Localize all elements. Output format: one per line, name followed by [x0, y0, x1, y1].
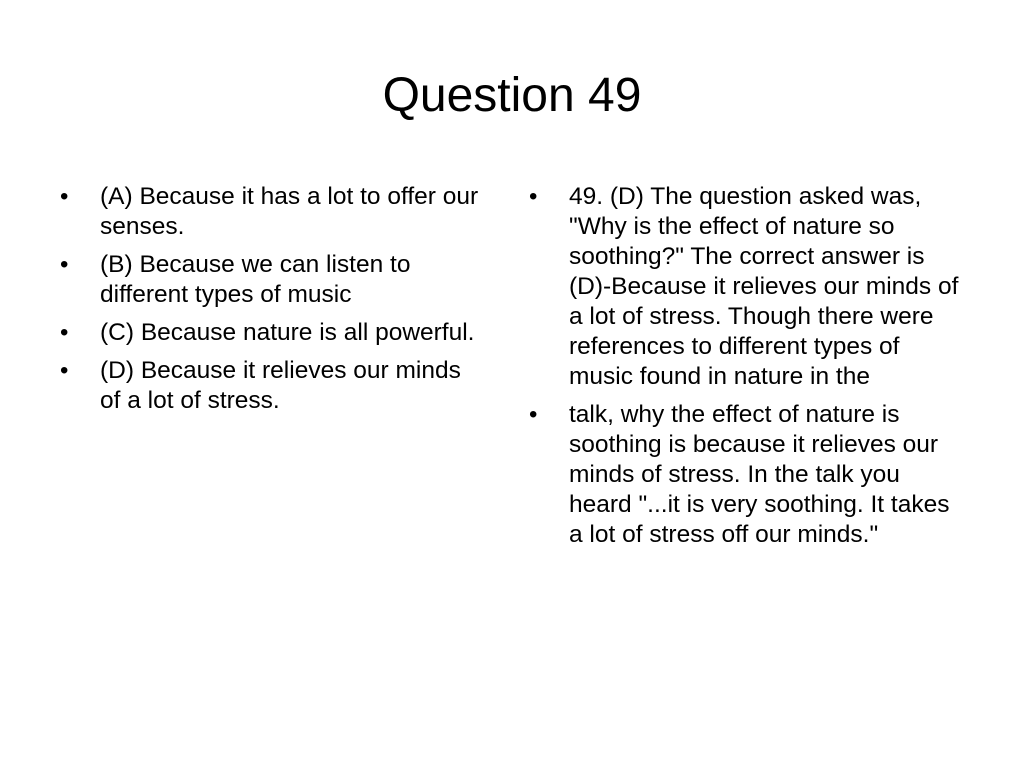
answer-option-text: (D) Because it relieves our minds of a lot of stress.: [100, 357, 461, 414]
bullet-icon: •: [529, 401, 538, 428]
slide-title: Question 49: [382, 69, 642, 122]
answer-options-list: [58, 182, 488, 424]
answer-option-a: [58, 182, 488, 242]
answer-option-text: (C) Because nature is all powerful.: [100, 319, 475, 346]
answer-option-b: [58, 250, 488, 310]
explanation-text: 49. (D) The question asked was, "Why is the effect of nature so soothing?" The correct answer is (D)-Because it relieves our minds of a lot of stress. Though there were references to different types of music found in nature in the: [569, 183, 959, 390]
answer-option-c: [58, 318, 488, 348]
bullet-icon: •: [529, 183, 538, 210]
bullet-icon: •: [60, 319, 69, 346]
answer-option-d: [58, 356, 488, 416]
bullet-icon: •: [60, 183, 69, 210]
explanation-list: [527, 182, 967, 558]
explanation-item: [527, 400, 967, 550]
answer-option-text: (A) Because it has a lot to offer our senses.: [100, 183, 479, 240]
explanation-item: [527, 182, 967, 392]
explanation-text: talk, why the effect of nature is soothing is because it relieves our minds of stress. In the talk you heard "...it is very soothing. It takes a lot of stress off our minds.": [569, 401, 950, 548]
answer-option-text: (B) Because we can listen to different types of music: [100, 251, 411, 308]
bullet-icon: •: [60, 357, 69, 384]
bullet-icon: •: [60, 251, 69, 278]
